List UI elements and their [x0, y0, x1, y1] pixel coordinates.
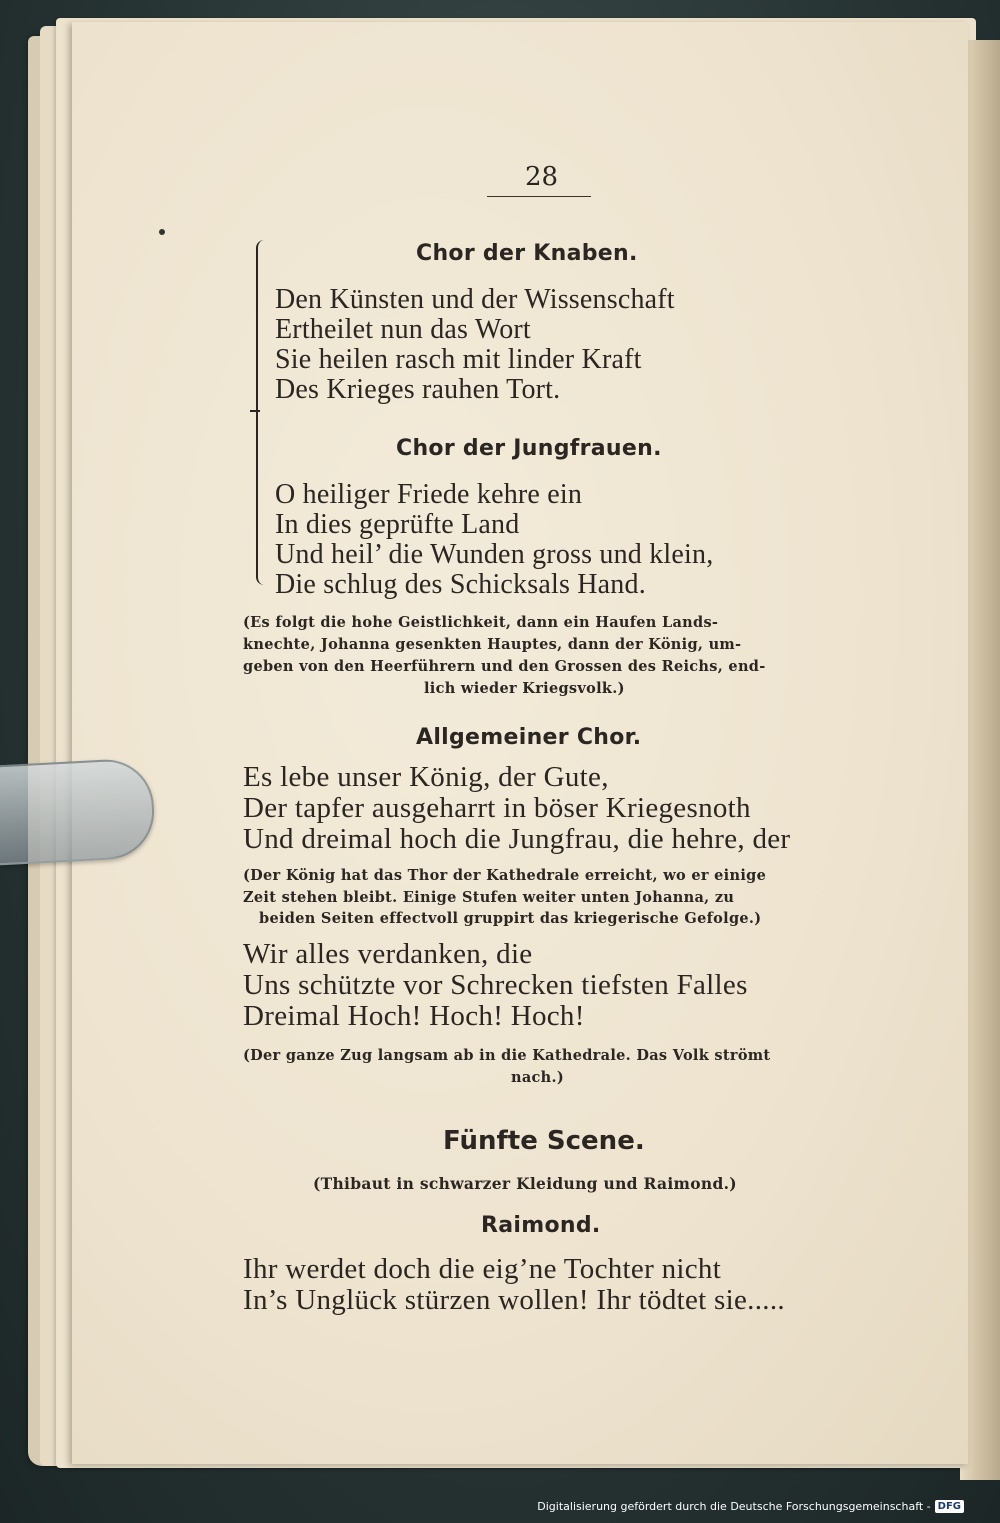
ink-dot: [159, 229, 165, 235]
verse-line: Uns schützte vor Schrecken tiefsten Falles: [243, 969, 748, 1001]
stage-direction-line: knechte, Johanna gesenkten Hauptes, dann der König, um-: [243, 636, 742, 653]
verse-line: Und dreimal hoch die Jungfrau, die hehre, der: [243, 823, 791, 855]
stage-direction-line: beiden Seiten effectvoll gruppirt das kriegerische Gefolge.): [259, 910, 762, 927]
digitization-credit: [537, 1500, 964, 1513]
stage-direction-line: geben von den Heerführern und den Grossen des Reichs, end-: [243, 658, 766, 675]
verse-line: In dies geprüfte Land: [275, 509, 520, 540]
verse-line: Der tapfer ausgeharrt in böser Kriegesnoth: [243, 792, 751, 824]
scene-title: Fünfte Scene.: [443, 1126, 645, 1156]
stage-direction-line: Zeit stehen bleibt. Einige Stufen weiter unten Johanna, zu: [243, 889, 735, 906]
stage-direction-line: nach.): [511, 1069, 565, 1086]
verse-line: Dreimal Hoch! Hoch! Hoch!: [243, 1000, 585, 1032]
verse-line: Die schlug des Schicksals Hand.: [275, 569, 646, 600]
verse-line: Des Krieges rauhen Tort.: [275, 374, 561, 405]
dfg-logo-icon: DFG: [935, 1500, 964, 1513]
stage-direction-line: (Der ganze Zug langsam ab in die Kathedrale. Das Volk strömt: [243, 1047, 771, 1064]
page-clip: [0, 757, 156, 866]
verse-line: Den Künsten und der Wissenschaft: [275, 284, 675, 315]
scene-stage-direction: (Thibaut in schwarzer Kleidung und Raimond.): [313, 1174, 737, 1193]
stage-direction-line: (Der König hat das Thor der Kathedrale erreicht, wo er einige: [243, 867, 767, 884]
verse-line: Sie heilen rasch mit linder Kraft: [275, 344, 642, 375]
heading-chor-der-knaben: Chor der Knaben.: [416, 241, 638, 266]
page-number: 28: [525, 162, 559, 192]
page-number-rule: [487, 196, 591, 197]
heading-chor-der-jungfrauen: Chor der Jungfrauen.: [396, 436, 662, 461]
verse-line: Ihr werdet doch die eig’ne Tochter nicht: [243, 1253, 722, 1285]
heading-allgemeiner-chor: Allgemeiner Chor.: [416, 725, 642, 750]
stage-direction-line: (Es folgt die hohe Geistlichkeit, dann ein Haufen Lands-: [243, 614, 719, 631]
verse-line: Wir alles verdanken, die: [243, 938, 533, 970]
verse-line: Ertheilet nun das Wort: [275, 314, 531, 345]
credit-text: Digitalisierung gefördert durch die Deutsche Forschungsgemeinschaft -: [537, 1500, 931, 1513]
verse-line: Es lebe unser König, der Gute,: [243, 761, 609, 793]
verse-line: In’s Unglück stürzen wollen! Ihr tödtet sie.....: [243, 1284, 785, 1316]
verse-brace-tip: [250, 410, 260, 418]
verse-line: Und heil’ die Wunden gross und klein,: [275, 539, 714, 570]
speaker-raimond: Raimond.: [481, 1213, 601, 1238]
verse-line: O heiliger Friede kehre ein: [275, 479, 583, 510]
stage-direction-line: lich wieder Kriegsvolk.): [424, 680, 625, 697]
